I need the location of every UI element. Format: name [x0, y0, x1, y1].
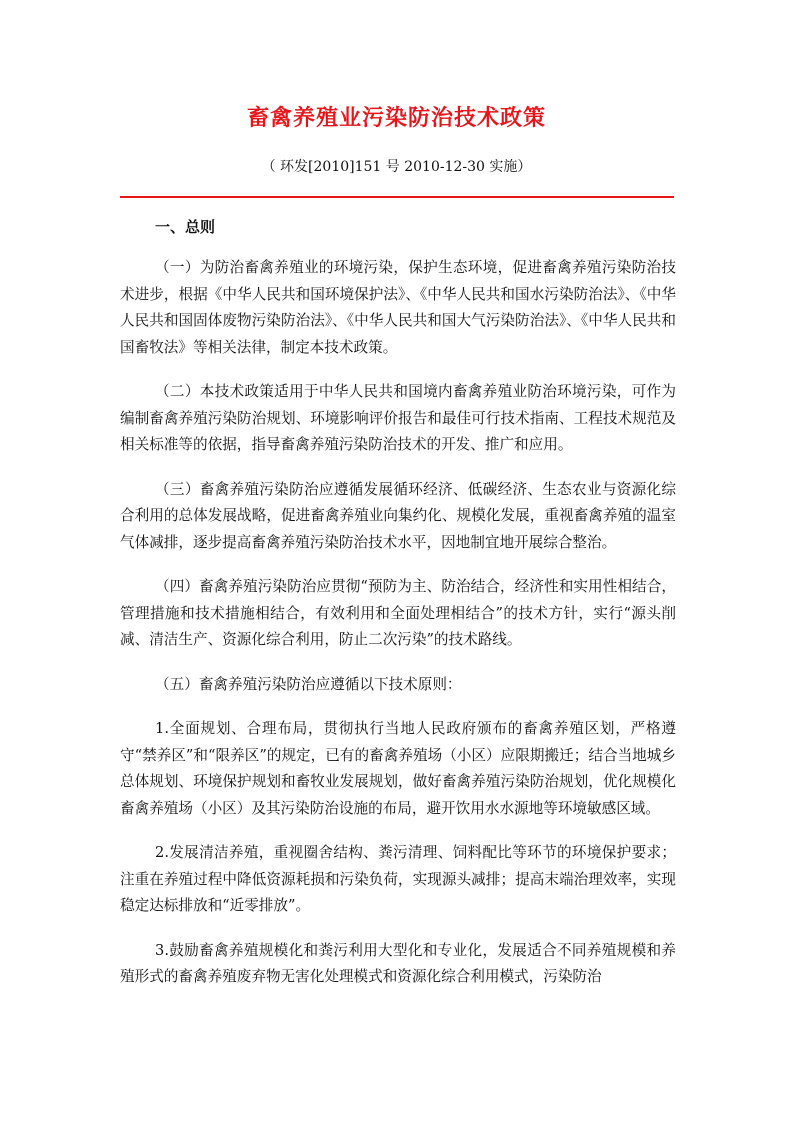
paragraph-1: （一）为防治畜禽养殖业的环境污染，保护生态环境，促进畜禽养殖污染防治技术进步，根据《中华人民共和国环境保护法》、《中华人民共和国水污染防治法》、《中华人民共和国固体废物污染防治法》、《中华人民共和国大气污染防治法》、《中华人民共和国畜牧法》等相关法律，制定本技术政策。: [120, 259, 676, 356]
document-subtitle: （ 环发[2010]151 号 2010-12-30 实施）: [261, 159, 532, 175]
paragraph-principle-2: 2.发展清洁养殖，重视圈舍结构、粪污清理、饲料配比等环节的环境保护要求；注重在养殖过程中降低资源耗损和污染负荷，实现源头减排；提高末端治理效率，实现稳定达标排放和“近零排放”。: [120, 844, 676, 914]
document-body: [120, 255, 676, 991]
section-heading: 一、总则: [155, 218, 216, 236]
document-title: 畜禽养殖业污染防治技术政策: [246, 105, 546, 131]
paragraph-principle-1: 1.全面规划、合理布局，贯彻执行当地人民政府颁布的畜禽养殖区划，严格遵守“禁养区”和“限养区”的规定，已有的畜禽养殖场（小区）应限期搬迁；结合当地城乡总体规划、环境保护规划和畜牧业发展规划，做好畜禽养殖污染防治规划，优化规模化畜禽养殖场（小区）及其污染防治设施的布局，避开饮用水水源地等环境敏感区域。: [120, 720, 676, 817]
paragraph-3: （三）畜禽养殖污染防治应遵循发展循环经济、低碳经济、生态农业与资源化综合利用的总体发展战略，促进畜禽养殖业向集约化、规模化发展，重视畜禽养殖的温室气体减排，逐步提高畜禽养殖污染防治技术水平，因地制宜地开展综合整治。: [120, 480, 676, 551]
paragraph-4: （四）畜禽养殖污染防治应贯彻“预防为主、防治结合，经济性和实用性相结合，管理措施和技术措施相结合，有效利用和全面处理相结合”的技术方针，实行“源头削减、清洁生产、资源化综合利用，防止二次污染”的技术路线。: [120, 578, 676, 648]
paragraph-2: （二）本技术政策适用于中华人民共和国境内畜禽养殖业防治环境污染，可作为编制畜禽养殖污染防治规划、环境影响评价报告和最佳可行技术指南、工程技术规范及相关标准等的依据，指导畜禽养殖污染防治技术的开发、推广和应用。: [120, 383, 676, 453]
paragraph-principle-3: 3.鼓励畜禽养殖规模化和粪污利用大型化和专业化，发展适合不同养殖规模和养殖形式的畜禽养殖废弃物无害化处理模式和资源化综合利用模式，污染防治: [120, 941, 676, 985]
title-divider: [120, 196, 674, 198]
paragraph-5: （五）畜禽养殖污染防治应遵循以下技术原则：: [155, 675, 462, 693]
